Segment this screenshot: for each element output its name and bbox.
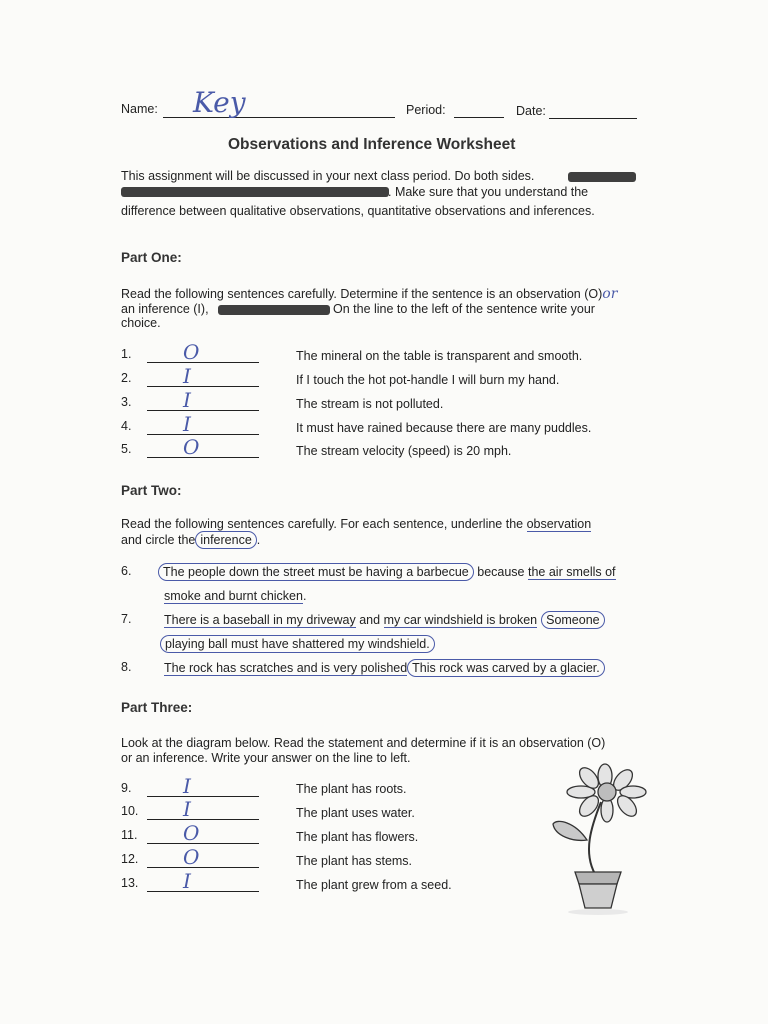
item-sentence: It must have rained because there are many puddles. xyxy=(296,421,592,435)
item-number: 2. xyxy=(121,371,132,385)
answer-mark: I xyxy=(183,774,191,798)
item-line-1: The people down the street must be having a barbecue because the air smells of xyxy=(158,564,616,580)
answer-mark: I xyxy=(183,364,191,388)
circled-inference: Someone xyxy=(541,611,605,629)
intro-line-2: . Make sure that you understand the xyxy=(388,185,589,199)
part-one-instructions-1: Read the following sentences carefully. Determine if the sentence is an observation (O)or xyxy=(121,286,618,302)
answer-mark: I xyxy=(183,388,191,412)
answer-line[interactable] xyxy=(147,774,259,798)
item-number: 3. xyxy=(121,395,132,409)
underlined-observation: There is a baseball in my driveway xyxy=(164,613,356,627)
item-sentence: The stream is not polluted. xyxy=(296,397,444,411)
name-label: Name: xyxy=(121,102,158,116)
item-number: 4. xyxy=(121,419,132,433)
item-number: 10. xyxy=(121,804,139,818)
item-sentence: If I touch the hot pot-handle I will burn my hand. xyxy=(296,373,560,387)
part-one-instructions-2a: an inference (I), xyxy=(121,302,209,316)
item-sentence: The plant has roots. xyxy=(296,782,407,796)
item-number: 8. xyxy=(121,660,132,674)
answer-line[interactable] xyxy=(147,388,259,412)
answer-mark: O xyxy=(183,845,200,869)
date-field[interactable] xyxy=(549,101,637,119)
answer-line[interactable] xyxy=(147,435,259,459)
item-sentence: The mineral on the table is transparent and smooth. xyxy=(296,349,583,363)
item-number: 5. xyxy=(121,442,132,456)
leaf xyxy=(553,821,587,840)
circled-inference: This rock was carved by a glacier. xyxy=(407,659,605,677)
item-sentence: The plant has flowers. xyxy=(296,830,419,844)
answer-line[interactable] xyxy=(147,821,259,845)
circled-inference: The people down the street must be having a barbecue xyxy=(158,563,474,581)
answer-mark: O xyxy=(183,821,200,845)
underlined-observation: the air smells of xyxy=(527,565,616,579)
name-field[interactable] xyxy=(163,86,395,119)
answer-mark: O xyxy=(183,435,200,459)
underlined-word: observation xyxy=(526,517,592,531)
item-line-1 xyxy=(164,660,605,676)
item-number: 11. xyxy=(121,828,138,842)
answer-line[interactable] xyxy=(147,869,259,893)
answer-line[interactable] xyxy=(147,845,259,869)
item-number: 6. xyxy=(121,564,132,578)
part-two-heading: Part Two: xyxy=(121,483,182,498)
item-line-1: There is a baseball in my driveway and my car windshield is broken Someone xyxy=(164,612,605,628)
answer-line[interactable] xyxy=(147,797,259,821)
part-two-instructions-2: and circle the inference . xyxy=(121,533,261,547)
redaction-mark xyxy=(218,305,330,315)
part-three-heading: Part Three: xyxy=(121,700,193,715)
item-number: 12. xyxy=(121,852,139,866)
item-number: 1. xyxy=(121,347,132,361)
answer-mark: I xyxy=(183,869,191,893)
item-sentence: The plant grew from a seed. xyxy=(296,878,452,892)
date-label: Date: xyxy=(516,104,546,118)
page-title: Observations and Inference Worksheet xyxy=(228,136,516,153)
answer-mark: I xyxy=(183,797,191,821)
part-three-instructions-1: Look at the diagram below. Read the statement and determine if it is an observation (O) xyxy=(121,736,606,750)
answer-mark: I xyxy=(183,412,191,436)
item-number: 13. xyxy=(121,876,139,890)
circled-word: inference xyxy=(195,531,256,549)
item-line-2: smoke and burnt chicken. xyxy=(164,589,307,603)
handwritten-or: or xyxy=(602,286,618,302)
answer-line[interactable] xyxy=(147,412,259,436)
intro-line-3: difference between qualitative observations, quantitative observations and inferences. xyxy=(121,204,595,218)
pot-body xyxy=(579,884,617,908)
flower-center xyxy=(598,783,616,801)
part-one-heading: Part One: xyxy=(121,250,182,265)
period-label: Period: xyxy=(406,103,446,117)
pot-rim xyxy=(575,872,621,884)
item-sentence: The stream velocity (speed) is 20 mph. xyxy=(296,444,512,458)
item-line-2 xyxy=(160,636,435,652)
period-field[interactable] xyxy=(454,100,504,118)
part-one-instructions-2b: On the line to the left of the sentence write your xyxy=(333,302,595,316)
underlined-observation: smoke and burnt chicken xyxy=(164,589,303,603)
item-number: 7. xyxy=(121,612,132,626)
part-two-instructions-1: Read the following sentences carefully. For each sentence, underline the observation xyxy=(121,517,592,531)
redaction-mark xyxy=(121,187,389,197)
flower-pot-illustration xyxy=(545,762,660,917)
circled-inference: playing ball must have shattered my windshield. xyxy=(160,635,435,653)
item-number: 9. xyxy=(121,781,132,795)
underlined-observation: The rock has scratches and is very polished xyxy=(164,661,408,675)
underlined-observation: my car windshield is broken xyxy=(383,613,538,627)
pot-shadow xyxy=(568,909,628,915)
intro-line-1: This assignment will be discussed in your next class period. Do both sides. xyxy=(121,169,535,183)
name-value: Key xyxy=(193,86,246,119)
part-one-instructions-3: choice. xyxy=(121,316,161,330)
part-three-instructions-2: or an inference. Write your answer on the line to left. xyxy=(121,751,411,765)
redaction-mark xyxy=(568,172,636,182)
answer-mark: O xyxy=(183,340,200,364)
item-sentence: The plant has stems. xyxy=(296,854,413,868)
item-sentence: The plant uses water. xyxy=(296,806,415,820)
answer-line[interactable] xyxy=(147,364,259,388)
answer-line[interactable] xyxy=(147,340,259,364)
